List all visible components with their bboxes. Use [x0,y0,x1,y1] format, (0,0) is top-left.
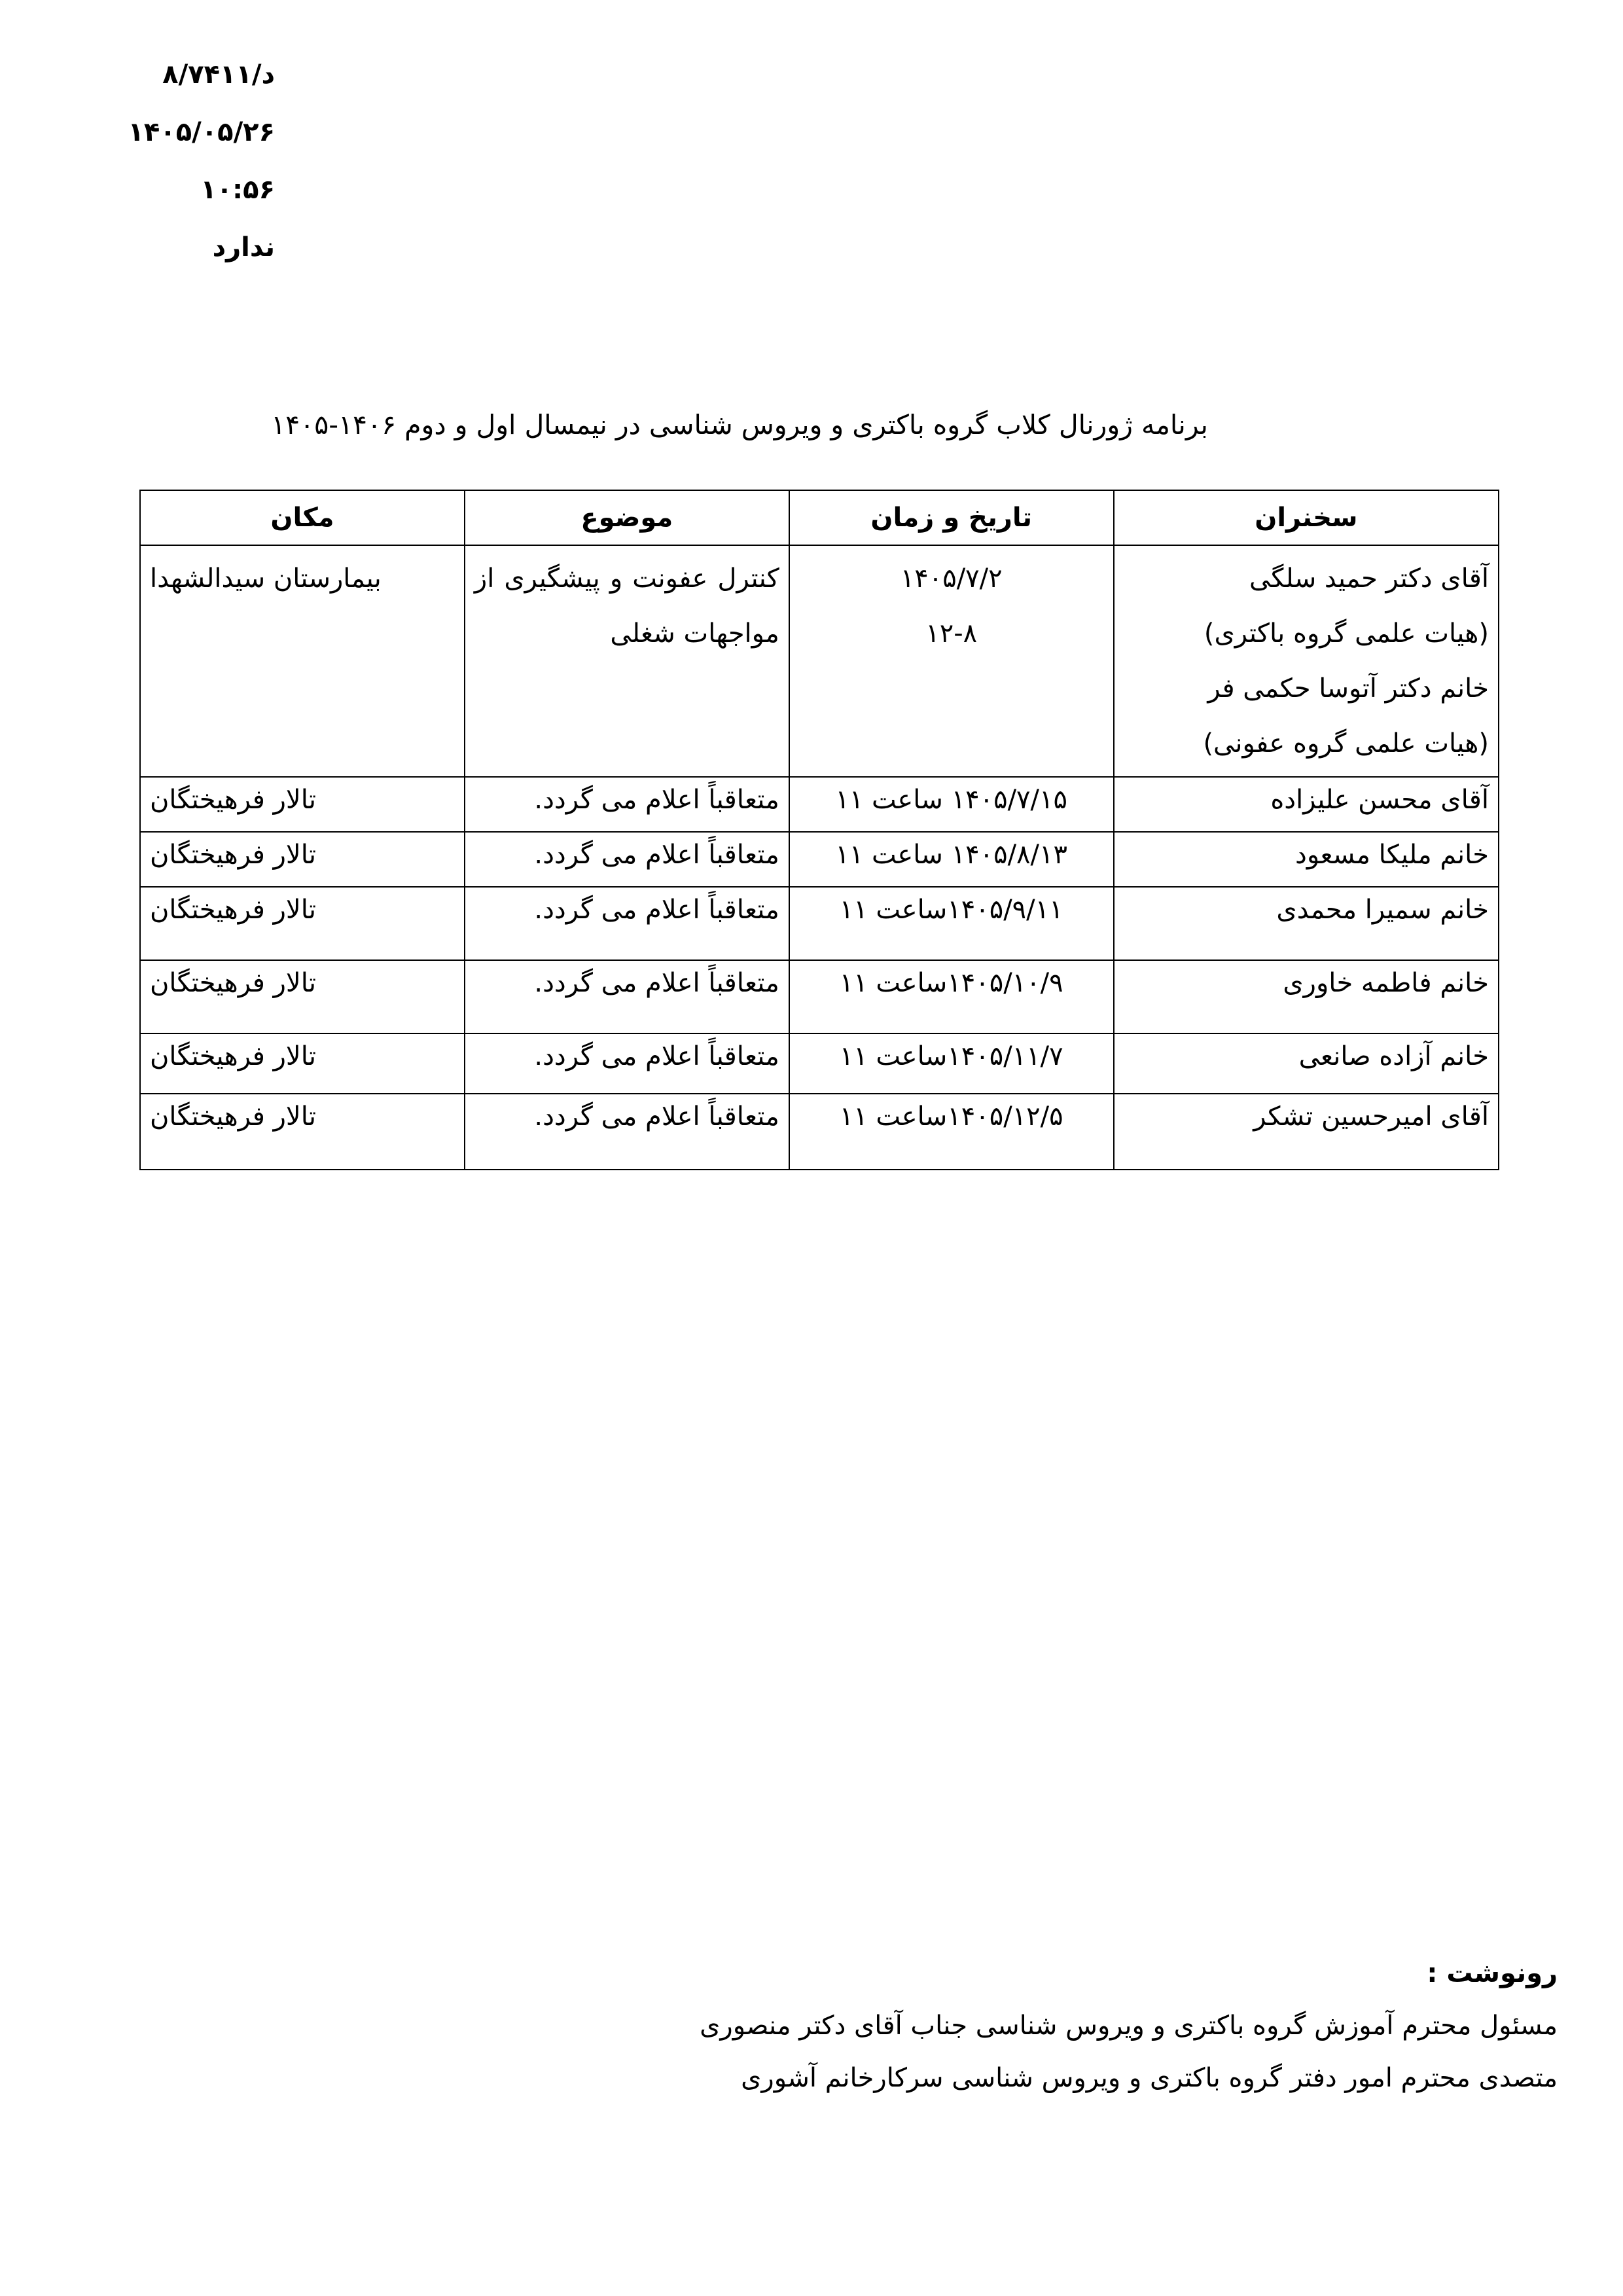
speaker-cell [1114,832,1499,887]
table-row [140,960,1499,1033]
topic-cell [465,545,789,777]
schedule-table [139,490,1499,1170]
speaker-cell [1114,960,1499,1033]
cell-line: خانم فاطمه خاوری [1283,968,1489,998]
cell-line: ۱۴۰۵/۹/۱۱ساعت ۱۱ [839,895,1063,925]
topic-cell [465,1033,789,1094]
cc-heading: رونوشت : [1427,1958,1558,1988]
cell-line: تالار فرهیختگان [150,1102,317,1132]
header-speaker: سخنران [1114,490,1499,545]
table-row [140,1094,1499,1170]
topic-cell [465,887,789,960]
topic-cell [465,960,789,1033]
cell-line: خانم ملیکا مسعود [1295,840,1489,870]
cc-section [445,1947,1558,2104]
cell-line: تالار فرهیختگان [150,1041,317,1071]
header-datetime: تاریخ و زمان [789,490,1114,545]
cell-line: متعاقباً اعلام می گردد. [534,1041,779,1071]
datetime-cell [789,887,1114,960]
datetime-cell [789,777,1114,832]
letter-number: د/۸/۷۴۱۱ [162,60,275,90]
cell-line: آقای محسن علیزاده [1270,785,1489,815]
header-place: مکان [140,490,465,545]
place-cell [140,777,465,832]
cell-line: متعاقباً اعلام می گردد. [534,895,779,925]
cell-line: تالار فرهیختگان [150,785,317,815]
cell-line: (هیات علمی گروه باکتری) [1204,619,1489,649]
table-row [140,545,1499,777]
speaker-cell [1114,777,1499,832]
speaker-cell [1114,1094,1499,1170]
cc-line: متصدی محترم امور دفتر گروه باکتری و ویروس شناسی سرکارخانم آشوری [741,2063,1558,2093]
place-cell [140,960,465,1033]
datetime-cell [789,545,1114,777]
datetime-cell [789,960,1114,1033]
datetime-cell [789,1094,1114,1170]
cell-line: خانم سمیرا محمدی [1276,895,1489,925]
table-row [140,887,1499,960]
topic-cell [465,832,789,887]
cell-line: متعاقباً اعلام می گردد. [534,968,779,998]
cell-line: ۱۴۰۵/۷/۱۵ ساعت ۱۱ [835,785,1067,815]
datetime-cell [789,1033,1114,1094]
speaker-cell [1114,887,1499,960]
cc-line: مسئول محترم آموزش گروه باکتری و ویروس شناسی جناب آقای دکتر منصوری [700,2011,1558,2041]
cell-line: ۱۴۰۵/۱۰/۹ساعت ۱۱ [839,968,1063,998]
letter-date: ۱۴۰۵/۰۵/۲۶ [128,117,275,147]
cell-line: خانم دکتر آتوسا حکمی فر [1207,673,1489,704]
place-cell [140,1094,465,1170]
cell-line: متعاقباً اعلام می گردد. [534,785,779,815]
place-cell [140,887,465,960]
datetime-cell [789,832,1114,887]
cell-line: آقای دکتر حمید سلگی [1249,564,1489,594]
header-topic: موضوع [465,490,789,545]
cell-line: ۱۴۰۵/۱۱/۷ساعت ۱۱ [839,1041,1063,1071]
cell-line: خانم آزاده صانعی [1298,1041,1489,1071]
cell-line: (هیات علمی گروه عفونی) [1203,728,1489,759]
cell-line: کنترل عفونت و پیشگیری از مواجهات شغلی [474,564,779,649]
cell-line: ۱۲-۸ [925,619,978,649]
cell-line: آقای امیرحسین تشکر [1253,1102,1489,1132]
place-cell [140,1033,465,1094]
place-cell [140,832,465,887]
cell-line: ۱۴۰۵/۷/۲ [900,564,1003,594]
speaker-cell [1114,545,1499,777]
topic-cell [465,777,789,832]
cell-line: متعاقباً اعلام می گردد. [534,840,779,870]
document-title: برنامه ژورنال کلاب گروه باکتری و ویروس شناسی در نیمسال اول و دوم ۱۴۰۶-۱۴۰۵ [271,409,1208,440]
table-row [140,832,1499,887]
cell-line: ۱۴۰۵/۸/۱۳ ساعت ۱۱ [835,840,1067,870]
table-row [140,777,1499,832]
cell-line: بیمارستان سیدالشهدا [150,564,382,594]
cell-line: ۱۴۰۵/۱۲/۵ساعت ۱۱ [839,1102,1063,1132]
letter-meta [105,46,275,276]
letter-time: ۱۰:۵۶ [200,175,275,205]
cell-line: تالار فرهیختگان [150,895,317,925]
table-header-row [140,490,1499,545]
cell-line: متعاقباً اعلام می گردد. [534,1102,779,1132]
place-cell [140,545,465,777]
table-row [140,1033,1499,1094]
letter-attachment: ندارد [212,232,275,262]
topic-cell [465,1094,789,1170]
cell-line: تالار فرهیختگان [150,840,317,870]
cell-line: تالار فرهیختگان [150,968,317,998]
speaker-cell [1114,1033,1499,1094]
